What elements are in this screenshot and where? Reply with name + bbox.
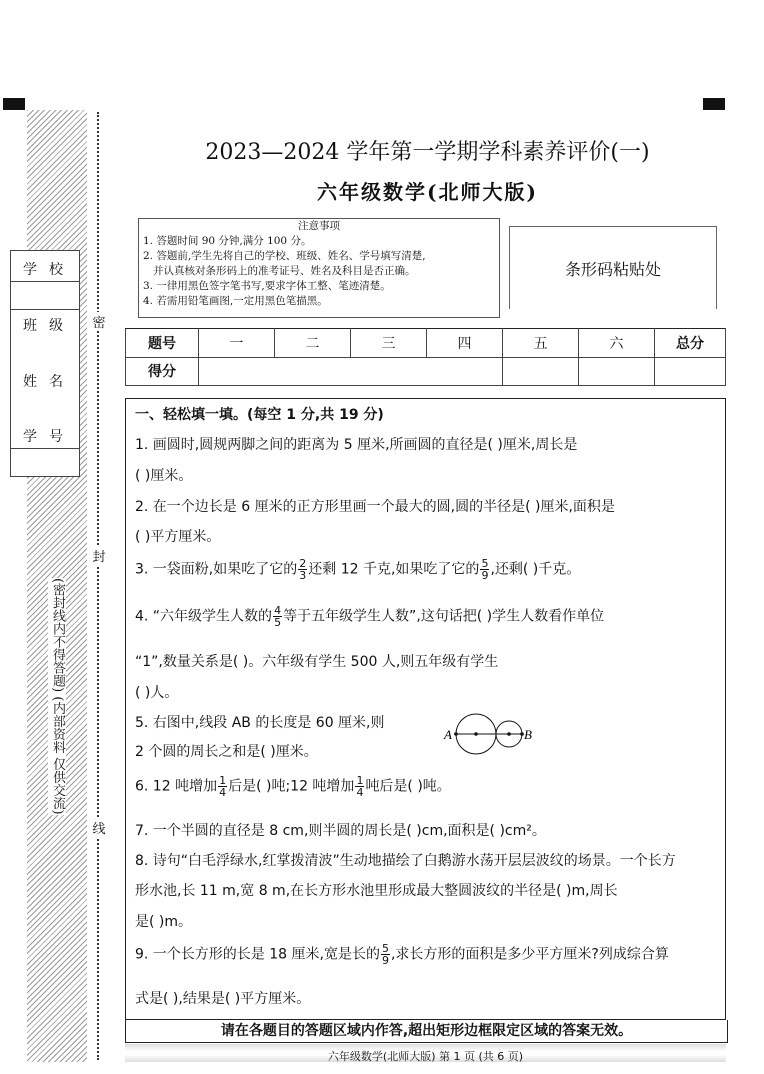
score-table <box>125 328 726 386</box>
question-8-line2: 形水池,长 11 m,宽 8 m,在长方形水池里形成最大整圆波纹的半径是( )m,周长 <box>135 883 618 899</box>
question-4-line1: 4. “六年级学生人数的 $\frac{4}{5}$ 等于五年级学生人数”,这句话把( )学生人数看作单位 <box>135 604 605 629</box>
class-field[interactable]: 班级 <box>23 318 75 334</box>
question-5-line2: 2 个圆的周长之和是( )厘米。 <box>135 744 318 760</box>
student-info-box <box>10 250 80 477</box>
score-header: 三 <box>351 329 427 358</box>
fraction: $\frac{2}{3}$ <box>299 557 307 582</box>
question-5-line1: 5. 右图中,线段 AB 的长度是 60 厘米,则 <box>135 715 385 731</box>
fraction: $\frac{1}{4}$ <box>219 774 227 799</box>
center-dot <box>474 732 478 736</box>
question-1-line1: 1. 画圆时,圆规两脚之间的距离为 5 厘米,所画圆的直径是( )厘米,周长是 <box>135 437 578 453</box>
school-field[interactable]: 学校 <box>23 262 75 278</box>
question-8-line1: 8. 诗句“白毛浮绿水,红掌拨清波”生动地描绘了白鹅游水荡开层层波纹的场景。一个长方 <box>135 853 676 869</box>
score-cell[interactable] <box>579 357 655 386</box>
question-8-line3: 是( )m。 <box>135 914 193 930</box>
score-cell[interactable] <box>503 357 579 386</box>
section-title: 一、轻松填一填。(每空 1 分,共 19 分) <box>135 407 384 423</box>
answer-area <box>125 398 726 1020</box>
answer-area-warning: 请在各题目的答题区域内作答,超出矩形边框限定区域的答案无效。 <box>125 1020 728 1043</box>
score-header: 二 <box>275 329 351 358</box>
score-cell[interactable] <box>199 357 503 386</box>
barcode-area <box>509 226 717 309</box>
notes-item: 4. 若需用铅笔画图,一定用黑色笔描黑。 <box>143 295 328 307</box>
notes-item: 1. 答题时间 90 分钟,满分 100 分。 <box>143 235 312 247</box>
score-header: 题号 <box>126 329 199 358</box>
page-title: 2023—2024 学年第一学期学科素养评价(一) <box>205 140 650 165</box>
two-circles-figure <box>440 713 540 757</box>
score-header: 一 <box>199 329 275 358</box>
question-4-line2: “1”,数量关系是( )。六年级有学生 500 人,则五年级有学生 <box>135 654 499 670</box>
fraction: $\frac{5}{9}$ <box>481 557 489 582</box>
seal-side-note: (密封线内不得答题) (内部资料 仅供交流) <box>50 578 65 815</box>
question-2-line2: ( )平方厘米。 <box>135 529 221 545</box>
seal-char-xian: 线 <box>90 818 108 837</box>
label-b: B <box>524 727 532 742</box>
student-id-field[interactable]: 学号 <box>23 429 75 445</box>
question-3: 3. 一袋面粉,如果吃了它的 $\frac{2}{3}$ 还剩 12 千克,如果吃了它的 $\frac{5}{9}$ ,还剩( )千克。 <box>135 557 581 582</box>
score-cell[interactable] <box>655 357 726 386</box>
endpoint-dot <box>454 732 458 736</box>
fraction: $\frac{4}{5}$ <box>274 604 282 629</box>
page-subtitle: 六年级数学(北师大版) <box>317 180 538 204</box>
score-header: 四 <box>427 329 503 358</box>
score-header: 五 <box>503 329 579 358</box>
question-9-line1: 9. 一个长方形的长是 18 厘米,宽是长的 $\frac{5}{9}$ ,求长方形的面积是多少平方厘米?列成综合算 <box>135 942 669 967</box>
fraction: $\frac{1}{4}$ <box>356 774 364 799</box>
notes-item: 3. 一律用黑色签字笔书写,要求字体工整、笔迹清楚。 <box>143 280 391 292</box>
score-header: 总分 <box>655 329 726 358</box>
question-7: 7. 一个半圆的直径是 8 cm,则半圆的周长是( )cm,面积是( )cm²。 <box>135 823 546 839</box>
notes-box <box>138 218 500 318</box>
question-4-line3: ( )人。 <box>135 685 179 701</box>
registration-mark-left <box>3 98 25 110</box>
notes-title: 注意事项 <box>298 220 340 232</box>
question-2-line1: 2. 在一个边长是 6 厘米的正方形里画一个最大的圆,圆的半径是( )厘米,面积是 <box>135 499 615 515</box>
question-6: 6. 12 吨增加 $\frac{1}{4}$ 后是( )吨;12 吨增加 $\frac{1}{4}$ 吨后是( )吨。 <box>135 774 451 799</box>
notes-item: 2. 答题前,学生先将自己的学校、班级、姓名、学号填写清楚, <box>143 250 426 262</box>
seal-char-mi: 密 <box>90 312 108 331</box>
seal-dotted-line <box>97 112 99 1060</box>
score-header: 六 <box>579 329 655 358</box>
question-9-line2: 式是( ),结果是( )平方厘米。 <box>135 991 311 1007</box>
notes-item: 并认真核对条形码上的准考证号、姓名及科目是否正确。 <box>153 265 416 277</box>
question-1-line2: ( )厘米。 <box>135 468 193 484</box>
fraction: $\frac{5}{9}$ <box>381 942 389 967</box>
center-dot <box>507 732 511 736</box>
label-a: A <box>444 727 452 742</box>
barcode-label: 条形码粘贴处 <box>564 259 661 279</box>
seal-char-feng: 封 <box>90 546 108 565</box>
name-field[interactable]: 姓名 <box>23 374 75 390</box>
score-row-label: 得分 <box>126 357 199 386</box>
page-footer: 六年级数学(北师大版) 第 1 页 (共 6 页) <box>327 1050 524 1063</box>
registration-mark-right <box>703 98 725 110</box>
